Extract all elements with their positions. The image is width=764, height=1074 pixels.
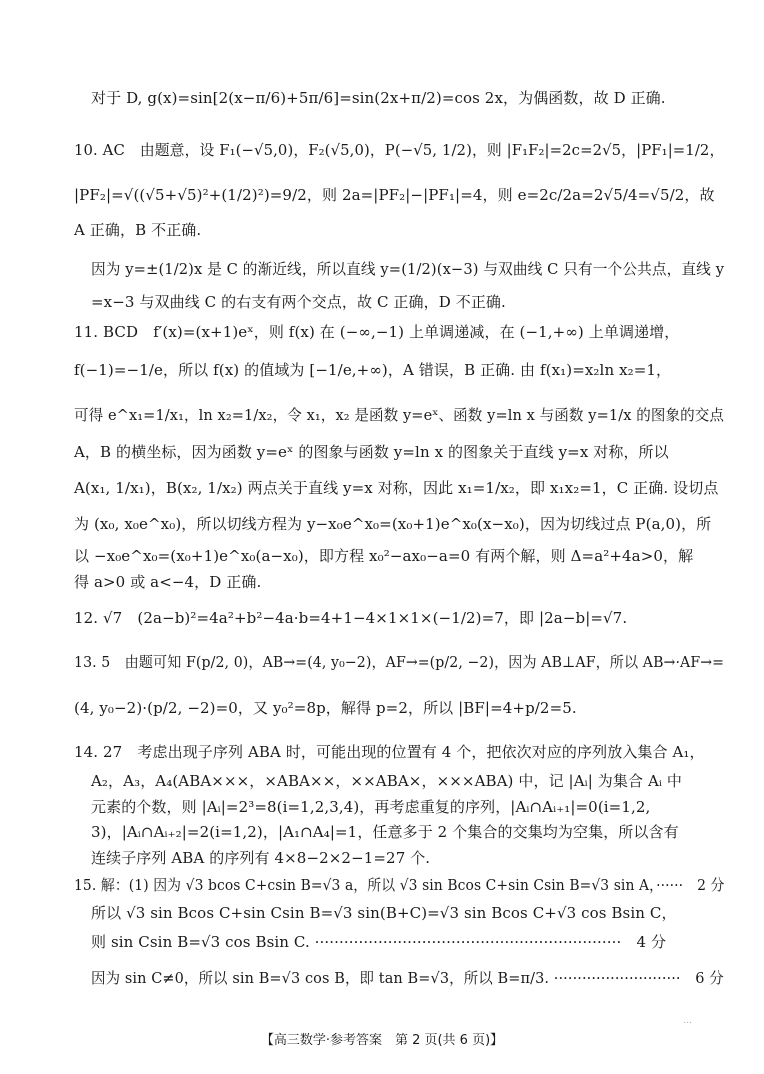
text-line: 得 a>0 或 a<−4，D 正确. <box>74 573 262 591</box>
text-line: A 正确，B 不正确. <box>74 221 202 239</box>
page-footer: 【高三数学·参考答案 第 2 页(共 6 页)】 <box>260 1033 504 1048</box>
text-line: (4, y₀−2)·(p/2, −2)=0，又 y₀²=8p，解得 p=2，所以 |BF|=4+p/2=5. <box>74 699 577 717</box>
text-line: 3)，|Aᵢ∩Aᵢ₊₂|=2(i=1,2)，|A₁∩A₄|=1，任意多于 2 个集合的交集均为空集，所以含有 <box>91 823 679 841</box>
text-line: 因为 sin C≠0，所以 sin B=√3 cos B，即 tan B=√3，所以 B=π/3. ··························· 6 分 <box>91 969 724 987</box>
text-line: 因为 y=±(1/2)x 是 C 的渐近线，所以直线 y=(1/2)(x−3) 与双曲线 C 只有一个公共点，直线 y <box>91 260 725 278</box>
text-line: f(−1)=−1/e，所以 f(x) 的值域为 [−1/e,+∞)，A 错误，B 正确. 由 f(x₁)=x₂ln x₂=1， <box>74 361 672 379</box>
text-line: 为 (x₀, x₀e^x₀)，所以切线方程为 y−x₀e^x₀=(x₀+1)e^x₀(x−x₀)，因为切线过点 P(a,0)，所 <box>74 515 712 533</box>
question-12-line: 12. √7 (2a−b)²=4a²+b²−4a·b=4+1−4×1×1×(−1/2)=7，即 |2a−b|=√7. <box>74 609 628 627</box>
question-13-line: 13. 5 由题可知 F(p/2, 0)，AB→=(4, y₀−2)，AF→=(p/2, −2)，因为 AB⊥AF，所以 AB→·AF→= <box>74 653 725 671</box>
text-line: 元素的个数，则 |Aᵢ|=2³=8(i=1,2,3,4)，再考虑重复的序列，|Aᵢ∩Aᵢ₊₁|=0(i=1,2, <box>91 798 651 816</box>
question-10-line: 10. AC 由题意，设 F₁(−√5,0)，F₂(√5,0)，P(−√5, 1/2)，则 |F₁F₂|=2c=2√5，|PF₁|=1/2， <box>74 141 725 159</box>
text-line: A，B 的横坐标，因为函数 y=eˣ 的图象与函数 y=ln x 的图象关于直线 y=x 对称，所以 <box>74 443 669 461</box>
text-line: A(x₁, 1/x₁)，B(x₂, 1/x₂) 两点关于直线 y=x 对称，因此 x₁=1/x₂，即 x₁x₂=1，C 正确. 设切点 <box>74 479 719 497</box>
question-15-line: 15. 解：(1) 因为 √3 bcos C+csin B=√3 a，所以 √3 sin Bcos C+sin Csin B=√3 sin A，······ 2 分 <box>74 876 725 894</box>
text-line: 则 sin Csin B=√3 cos Bsin C. ······························································· 4 分 <box>91 933 667 951</box>
question-11-line: 11. BCD f′(x)=(x+1)eˣ，则 f(x) 在 (−∞,−1) 上单调递减，在 (−1,+∞) 上单调递增， <box>74 323 680 341</box>
text-line: 可得 e^x₁=1/x₁，ln x₂=1/x₂，令 x₁，x₂ 是函数 y=eˣ、函数 y=ln x 与函数 y=1/x 的图象的交点 <box>74 406 725 424</box>
text-line: 以 −x₀e^x₀=(x₀+1)e^x₀(a−x₀)，即方程 x₀²−ax₀−a=0 有两个解，则 Δ=a²+4a>0，解 <box>74 547 694 565</box>
corner-mark: ... <box>683 1016 692 1026</box>
text-line: =x−3 与双曲线 C 的右支有两个交点，故 C 正确，D 不正确. <box>91 293 506 311</box>
question-14-line: 14. 27 考虑出现子序列 ABA 时，可能出现的位置有 4 个，把依次对应的序列放入集合 A₁， <box>74 743 705 761</box>
text-line: A₂，A₃，A₄(ABA×××，×ABA××，××ABA×，×××ABA) 中，记 |Aᵢ| 为集合 Aᵢ 中 <box>91 772 682 790</box>
text-line: 对于 D, g(x)=sin[2(x−π/6)+5π/6]=sin(2x+π/2)=cos 2x，为偶函数，故 D 正确. <box>91 89 666 107</box>
text-line: 所以 √3 sin Bcos C+sin Csin B=√3 sin(B+C)=√3 sin Bcos C+√3 cos Bsin C， <box>91 904 677 922</box>
text-line: |PF₂|=√((√5+√5)²+(1/2)²)=9/2，则 2a=|PF₂|−|PF₁|=4，则 e=2c/2a=2√5/4=√5/2，故 <box>74 186 715 204</box>
text-line: 连续子序列 ABA 的序列有 4×8−2×2−1=27 个. <box>91 849 431 867</box>
